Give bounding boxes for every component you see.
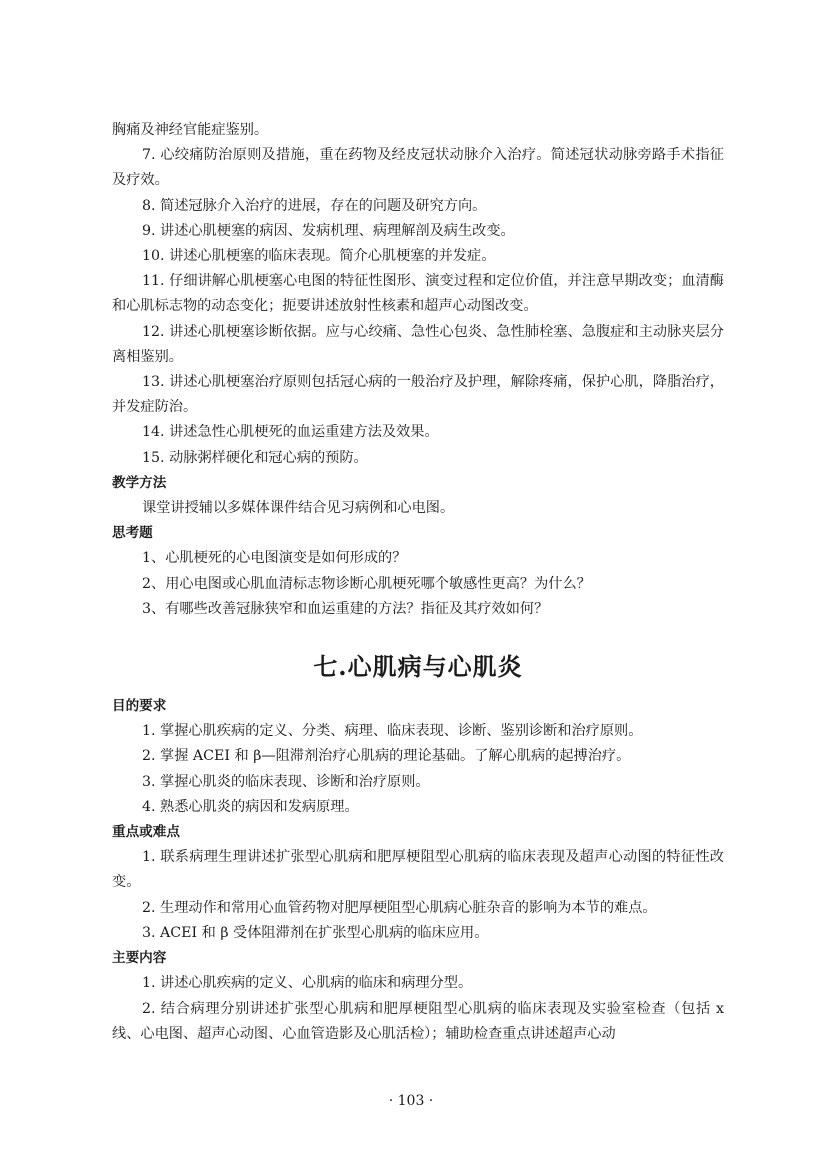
question-item: 1、心肌梗死的心电图演变是如何形成的？ (142, 550, 407, 567)
list-item: 14. 讲述急性心肌梗死的血运重建方法及效果。 (142, 424, 439, 441)
section-heading-objectives: 目的要求 (112, 698, 167, 715)
question-item: 2、用心电图或心肌血清标志物诊断心肌梗死哪个敏感性更高？为什么？ (142, 575, 591, 592)
section-heading-teaching-method: 教学方法 (112, 474, 167, 491)
list-item: 12. 讲述心肌梗塞诊断依据。应与心绞痛、急性心包炎、急性肺栓塞、急腹症和主动脉夹层分离相鉴别。 (112, 323, 724, 365)
list-item: 1. 掌握心肌疾病的定义、分类、病理、临床表现、诊断、鉴别诊断和治疗原则。 (142, 723, 643, 740)
list-item: 13. 讲述心肌梗塞治疗原则包括冠心病的一般治疗及护理，解除疼痛，保护心肌，降脂治疗，并发症防治。 (112, 374, 724, 416)
list-item: 9. 讲述心肌梗塞的病因、发病机理、病理解剖及病生改变。 (142, 222, 515, 239)
list-item: 15. 动脉粥样硬化和冠心病的预防。 (142, 449, 368, 466)
list-item: 2. 结合病理分别讲述扩张型心肌病和肥厚梗阻型心肌病的临床表现及实验室检查（包括 x 线、心电图、超声心动图、心血管造影及心肌活检）；辅助检查重点讲述超声心动 (112, 1000, 724, 1042)
list-item: 10. 讲述心肌梗塞的临床表现。简介心肌梗塞的并发症。 (142, 248, 496, 265)
list-item: 3. ACEI 和 β 受体阻滞剂在扩张型心肌病的临床应用。 (142, 924, 489, 941)
list-item: 11. 仔细讲解心肌梗塞心电图的特征性图形、演变过程和定位价值，并注意早期改变；血清酶和心肌标志物的动态变化；扼要讲述放射性核素和超声心动图改变。 (112, 273, 724, 315)
section-heading-main-content: 主要内容 (112, 950, 167, 967)
document-body (112, 118, 724, 1047)
list-item: 2. 生理动作和常用心血管药物对肥厚梗阻型心肌病心脏杂音的影响为本节的难点。 (142, 899, 657, 916)
text-line: 胸痛及神经官能症鉴别。 (112, 122, 269, 138)
list-item: 3. 掌握心肌炎的临床表现、诊断和治疗原则。 (142, 773, 430, 790)
list-item: 1. 讲述心肌疾病的定义、心肌病的临床和病理分型。 (142, 975, 473, 992)
text-line: 课堂讲授辅以多媒体课件结合见习病例和心电图。 (142, 500, 455, 517)
section-heading-questions: 思考题 (112, 525, 153, 542)
list-item: 2. 掌握 ACEI 和 β—阻滞剂治疗心肌病的理论基础。了解心肌病的起搏治疗。 (142, 748, 631, 765)
list-item: 1. 联系病理生理讲述扩张型心肌病和肥厚梗阻型心肌病的临床表现及超声心动图的特征性改变。 (112, 849, 724, 891)
list-item: 7. 心绞痛防治原则及措施，重在药物及经皮冠状动脉介入治疗。简述冠状动脉旁路手术指征及疗效。 (112, 147, 724, 189)
list-item: 8. 简述冠脉介入治疗的进展，存在的问题及研究方向。 (142, 197, 487, 214)
list-item: 4. 熟悉心肌炎的病因和发病原理。 (142, 798, 359, 815)
section-heading-key-points: 重点或难点 (112, 824, 180, 841)
question-item: 3、有哪些改善冠脉狭窄和血运重建的方法？指征及其疗效如何？ (142, 600, 549, 617)
page-number: · 103 · (388, 1093, 434, 1109)
chapter-title: 七.心肌病与心肌炎 (313, 652, 523, 682)
